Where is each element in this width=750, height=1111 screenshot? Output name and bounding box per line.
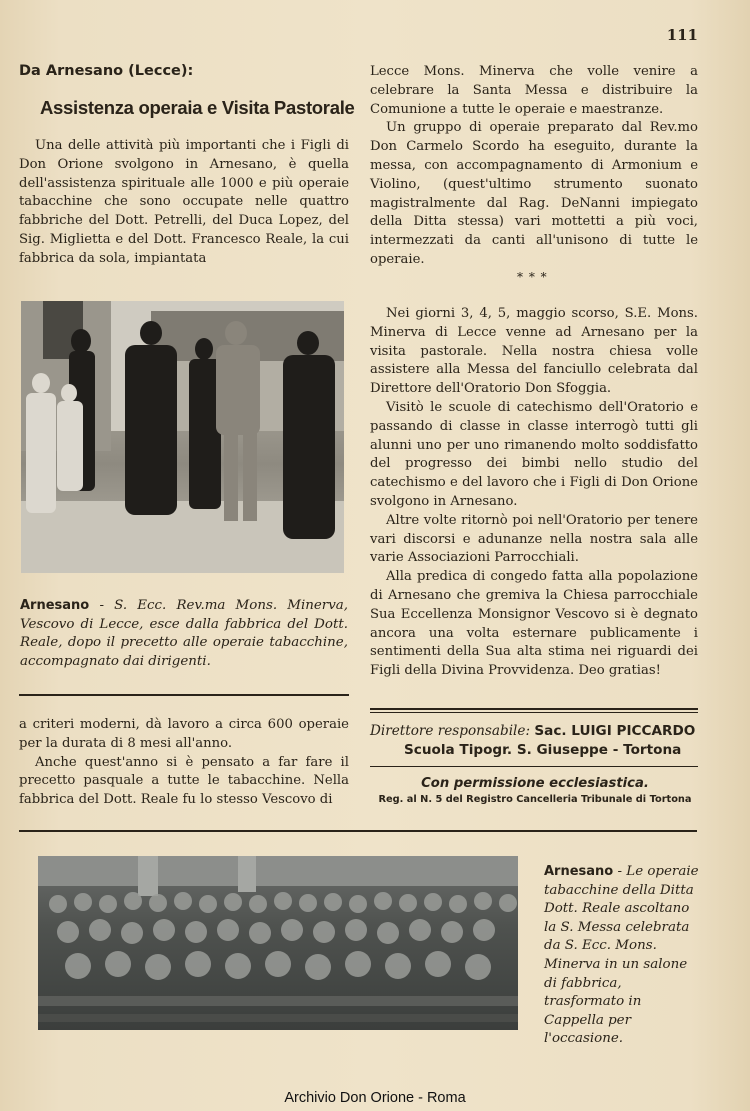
- photo-workers-illustration: [38, 856, 518, 1030]
- right-paragraph-1: Lecce Mons. Minerva che volle venire a celebrare la Santa Messa e distribuire la Comunione a tutte le operaie e maestranze.: [370, 64, 698, 117]
- photo-workers-at-mass: [38, 856, 518, 1030]
- photo-bishop-exiting-factory: [21, 301, 344, 573]
- publisher-rule-top: [370, 708, 698, 710]
- left-paragraph-2: a criteri moderni, dà lavoro a circa 600 operaie per la durata di 8 mesi all'anno.: [19, 717, 349, 751]
- right-paragraph-5: Altre volte ritornò poi nell'Oratorio per tenere vari discorsi e adunanze nella nostra sala alle varie Associazioni Parrocchiali.: [370, 512, 698, 566]
- photo1-caption: [20, 597, 348, 671]
- publisher-block: [370, 722, 700, 760]
- left-column-top: [19, 137, 349, 269]
- ecclesiastical-permission: Con permissione ecclesiastica.: [421, 776, 649, 791]
- left-paragraph-3: Anche quest'anno si è pensato a far fare il precetto pasquale a tutte le tabacchine. Nella fabbrica del Dott. Reale fu lo stesso Vescovo di: [19, 754, 349, 808]
- article-title: Assistenza operaia e Visita Pastorale: [40, 97, 355, 118]
- left-divider: [19, 694, 349, 696]
- location-heading: Da Arnesano (Lecce):: [19, 63, 194, 79]
- page-number: 111: [666, 26, 698, 44]
- director-name: Sac. LUIGI PICCARDO: [534, 723, 696, 739]
- photo1-caption-place: Arnesano: [20, 598, 90, 613]
- publisher-rule-top-thin: [370, 712, 698, 713]
- right-paragraph-2: Un gruppo di operaie preparato dal Rev.mo Don Carmelo Scordo ha eseguito, durante la messa, con accompagnamento di Armonium e Violino, (quest'ultimo strumento suonato magistralmente dal Rag. DeNanni impiegato della Ditta stessa) vari mottetti a più voci, intermezzati da canti all'unisono di tutte le operaie.: [370, 120, 698, 267]
- full-width-divider: [19, 830, 697, 832]
- publisher-rule-mid: [370, 766, 698, 767]
- right-column-top: [370, 63, 698, 270]
- photo2-caption-place: Arnesano: [544, 864, 614, 879]
- director-label: Direttore responsabile:: [370, 723, 531, 739]
- printer-name: Scuola Tipogr. S. Giuseppe - Tortona: [404, 742, 682, 758]
- left-paragraph-1: Una delle attività più importanti che i Figli di Don Orione svolgono in Arnesano, è quella dell'assistenza spirituale alle 1000 e più operaie tabacchine che sono occupate nelle quattro fabbriche del Dott. Petrelli, del Duca Lopez, del Sig. Miglietta e del Dott. Francesco Reale, la cui fabbrica da sola, impiantata: [19, 138, 349, 266]
- right-column-bottom: [370, 305, 698, 681]
- court-registration: Reg. al N. 5 del Registro Cancelleria Tribunale di Tortona: [378, 794, 692, 805]
- left-column-bottom: [19, 716, 349, 810]
- section-separator: * * *: [517, 270, 548, 284]
- photo-bishop-illustration: [21, 301, 344, 573]
- photo2-caption: [544, 863, 700, 1049]
- photo1-caption-text: - S. Ecc. Rev.ma Mons. Minerva, Vescovo di Lecce, esce dalla fabbrica del Dott. Reale, dopo il precetto alle operaie tabacchine, accompagnato dai dirigenti.: [20, 598, 349, 669]
- right-paragraph-6: Alla predica di congedo fatta alla popolazione di Arnesano che gremiva la Chiesa parrocchiale Sua Eccellenza Monsignor Vescovo si è degnato ancora una volta esternare publicamente i sentimenti della Sua alta stima nei riguardi dei Figli della Divina Provvidenza. Deo gratias!: [370, 569, 698, 679]
- photo2-caption-text: - Le operaie tabacchine della Ditta Dott. Reale ascoltano la S. Messa celebrata da S. Ecc. Mons. Minerva in un salone di fabbrica, trasformato in Cappella per l'occasione.: [544, 864, 699, 1047]
- archive-footer: Archivio Don Orione - Roma: [284, 1090, 466, 1106]
- right-paragraph-3: Nei giorni 3, 4, 5, maggio scorso, S.E. Mons. Minerva di Lecce venne ad Arnesano per la visita pastorale. Nella nostra chiesa volle assistere alla Messa del fanciullo celebrata dal Direttore dell'Oratorio Don Sfoggia.: [370, 306, 698, 397]
- right-paragraph-4: Visitò le scuole di catechismo dell'Oratorio e passando di classe in classe interrogò tutti gli alunni uno per uno rimanendo molto soddisfatto del progresso dei bimbi nello studio del catechismo e del lavoro che i Figli di Don Orione svolgono in Arnesano.: [370, 399, 698, 509]
